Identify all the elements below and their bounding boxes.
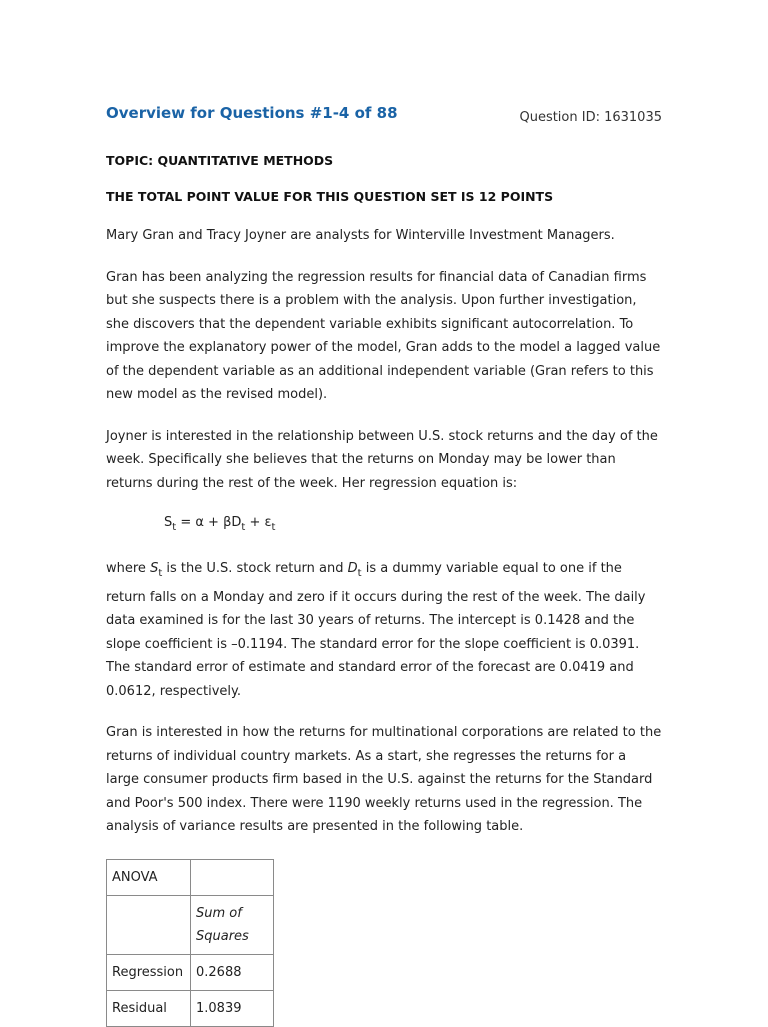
table-row bbox=[107, 990, 274, 1026]
question-id: Question ID: 1631035 bbox=[519, 110, 662, 125]
eq-sub-2: t bbox=[241, 522, 246, 533]
question-overview bbox=[106, 104, 662, 1027]
table-cell bbox=[107, 895, 191, 954]
table-cell: Residual bbox=[107, 990, 191, 1026]
page-title: Overview for Questions #1-4 of 88 bbox=[106, 104, 398, 122]
eq-eps: + ε bbox=[245, 515, 272, 530]
table-row bbox=[107, 954, 274, 990]
anova-table bbox=[106, 859, 274, 1027]
var-d-sub: t bbox=[357, 568, 362, 579]
eq-sub-3: t bbox=[271, 522, 276, 533]
eq-sub-1: t bbox=[172, 522, 177, 533]
points-heading: THE TOTAL POINT VALUE FOR THIS QUESTION SET IS 12 POINTS bbox=[106, 189, 554, 204]
table-cell: ANOVA bbox=[107, 859, 191, 895]
intro-paragraph: Mary Gran and Tracy Joyner are analysts for Winterville Investment Managers. bbox=[106, 228, 615, 243]
table-cell: Sum of Squares bbox=[191, 895, 274, 954]
topic-heading: TOPIC: QUANTITATIVE METHODS bbox=[106, 153, 334, 168]
var-d: D bbox=[347, 561, 358, 576]
expl-intro: where bbox=[106, 561, 151, 576]
var-s: S bbox=[150, 561, 159, 576]
eq-mid: = α + βD bbox=[176, 515, 242, 530]
anova-intro-paragraph: Gran is interested in how the returns for multinational corporations are related to the returns of individual country markets. As a start, she regresses the returns for a large consumer products firm based in the U.S. against the returns for the Standard and Poor's 500 index. There were 1190 weekly returns used in the regression. The analysis of variance results are presented in the following table. bbox=[106, 725, 662, 834]
table-row bbox=[107, 895, 274, 954]
header bbox=[106, 104, 662, 144]
eq-s: S bbox=[164, 515, 173, 530]
table-cell: 1.0839 bbox=[191, 990, 274, 1026]
var-s-sub: t bbox=[158, 568, 163, 579]
table-cell bbox=[191, 859, 274, 895]
expl-rest: is a dummy variable equal to one if the return falls on a Monday and zero if it occurs during the rest of the week. The daily data examined is for the last 30 years of returns. The intercept is 0.1428 and the slope coefficient is –0.1194. The standard error for the slope coefficient is 0.0391. The standard error of estimate and standard error of the forecast are 0.0419 and 0.0612, respectively. bbox=[106, 561, 646, 699]
joyner-paragraph: Joyner is interested in the relationship between U.S. stock returns and the day of the week. Specifically she believes that the returns on Monday may be lower than returns during the rest of the week. Her regression equation is: bbox=[106, 428, 658, 491]
regression-equation bbox=[164, 511, 662, 539]
table-cell: 0.2688 bbox=[191, 954, 274, 990]
equation-explanation bbox=[106, 557, 662, 703]
gran-paragraph: Gran has been analyzing the regression results for financial data of Canadian firms but she suspects there is a problem with the analysis. Upon further investigation, she discovers that the dependent variable exhibits significant autocorrelation. To improve the explanatory power of the model, Gran adds to the model a lagged value of the dependent variable as an additional independent variable (Gran refers to this new model as the revised model). bbox=[106, 269, 661, 402]
table-cell: Regression bbox=[107, 954, 191, 990]
expl-mid: is the U.S. stock return and bbox=[162, 561, 348, 576]
table-row bbox=[107, 859, 274, 895]
